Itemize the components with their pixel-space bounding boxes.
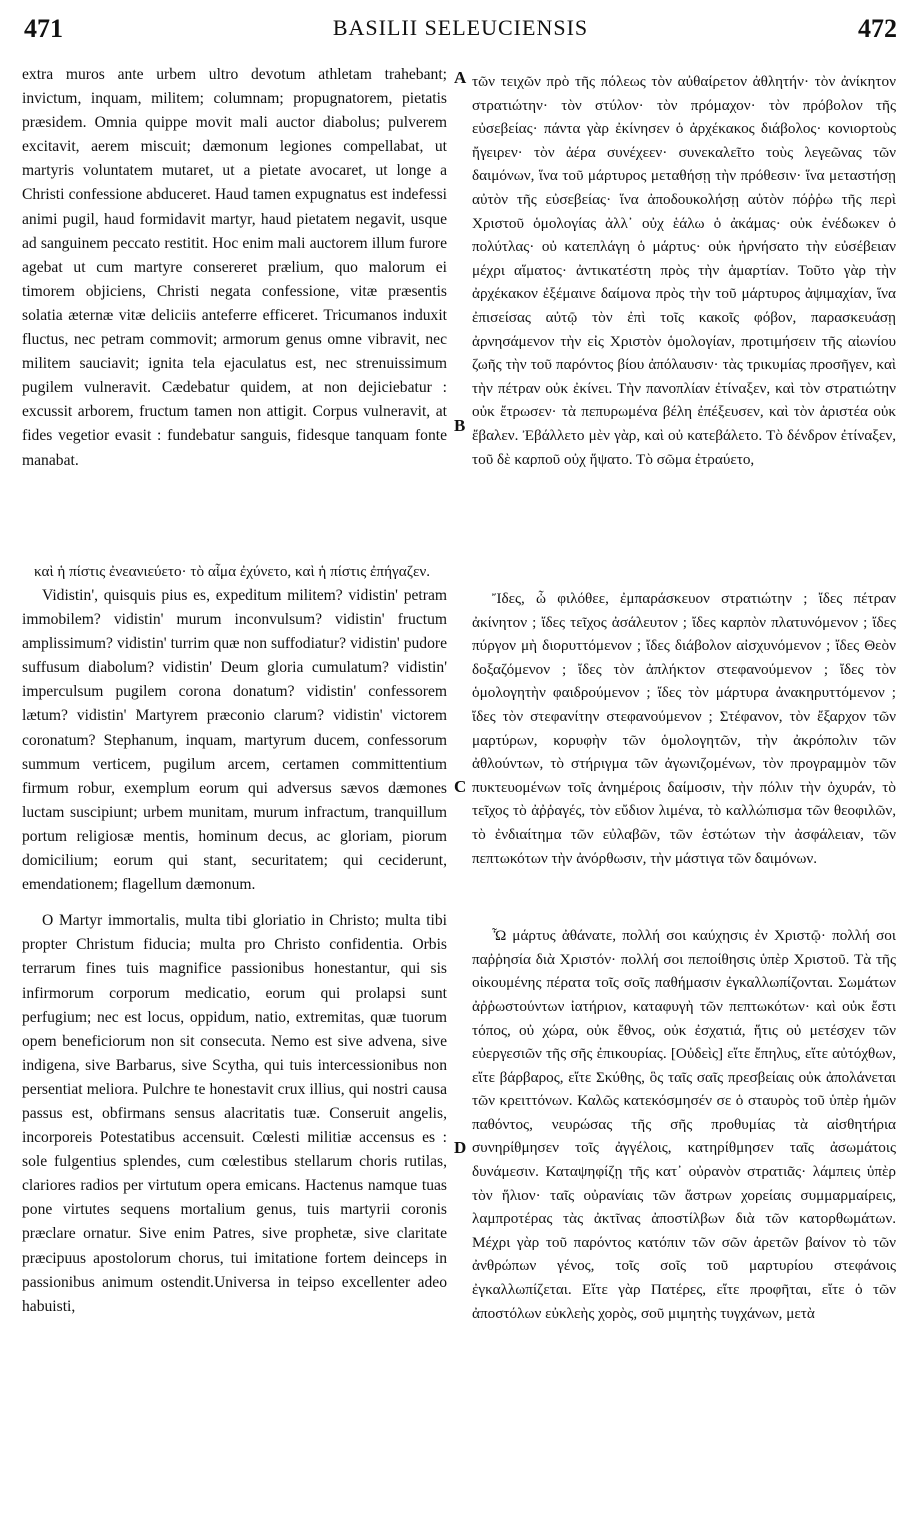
page-number-right: 472 — [858, 14, 897, 43]
latin-paragraph-top: extra muros ante urbem ultro devotum athletam trahebant; invictum, inquam, militem; columnam; propugnatorem, pietatis præsidem. Omnia quippe movit mali auctor diabolus; pulverem excitavit, aerem miscuit; dæmonum legiones compellabat, ut martyris voluntatem mutaret, ut a pietate avocaret, ut longe a Christi confessione abduceret. Haud tamen expugnatus est indefessi animi pugil, haud formidavit martyr, haud pietatem negavit, usque ad sanguinem peccato restitit. Hoc enim mali auctorem illum furore agebat ut cum martyre consereret prælium, quo malorum ei timorem objiciens, Christi negata confessione, vitæ præsentis solatia æternæ vitæ deliciis anteferre efficeret. Tricumanos induxit fluctus, nec petram commovit; armorum genus omne vibravit, nec militem sauciavit; ignita tela ejaculatus est, nec strenuissimum pugilem vulneravit. Cædebatur quidem, at non dejiciebatur : excussit arborem, fructum tamen non attigit. Corpus vulneravit, at fides vegetior evasit : fundebatur sanguis, fidesque tanquam fonte manabat. — [22, 66, 447, 469]
running-title: BASILII SELEUCIENSIS — [332, 15, 589, 40]
page-number-left: 471 — [24, 14, 63, 43]
greek-paragraph-o-martys: Ὦ μάρτυς ἀθάνατε, πολλή σοι καύχησις ἐν Χριστῷ· πολλή σοι παῤῥησία διὰ Χριστόν· πολλή σοι πεποίθησις ὑπὲρ Χριστοῦ. Τὰ τῆς οἰκουμένης πέρατα τοῖς σοῖς παθήμασιν ἐγκαλλωπίζονται. Σωμάτων ἀῤῥωστούντων ἰατήριον, καταφυγὴ τῶν πεπτωκότων· καὶ οὐκ ἔστι τόπος, οὐ χώρα, οὐκ ἔθνος, οὐκ ἐσχατιά, ἥτις οὐ μετέσχεν τῶν εὐεργεσιῶν τῆς σῆς ἐπικουρίας. [Οὐδεὶς] εἴτε ἔπηλυς, εἴτε αὐτόχθων, εἴτε βάρβαρος, εἴτε Σκύθης, ὃς ταῖς σαῖς πρεσβείαις οὐκ ἀπολάνεται τῶν κρειττόνων. Καλῶς κατεκόσμησέν σε ὁ σταυρὸς τοῦ ὑπὲρ ἡμῶν παθόντος, νευρώσας τῆς σῆς προθυμίας τὰ αἰσθητήρια συνηρίθμησεν τοῖς ἀγγέλοις, κατηρίθμησεν ταῖς ἀσωμάτοις δυνάμεσιν. Καταψηφίζῃ τῆς κατ᾽ οὐρανὸν στρατιᾶς· λάμπεις ὑπὲρ τὸν ἥλιον· ταῖς οὐρανίαις τῶν ἄστρων χορείαις συμμαρμαίρεις, λαμπροτέρας τὰς ἀκτῖνας ἀποστίλβων διὰ τῶν κατορθωμάτων. Μέχρι γὰρ τοῦ παρόντος κατόπιν τῶν σῶν ἀρετῶν βαίνον τὸ τῶν ἀνθρώπων γένος, τοῖς σοῖς τοῦ μαρτυρίου στεφάνοις ἐγκαλλωπίζεται. Εἴτε γὰρ Πατέρες, εἴτε προφῆται, εἴτε ὁ τῶν ἀποστόλων εὐκλεὴς χορὸς, σοῦ μιμητὴς τυγχάνων, μετὰ — [472, 927, 896, 1322]
latin-paragraph-vidistin: Vidistin', quisquis pius es, expeditum militem? vidistin' petram immobilem? vidistin' murum inconvulsum? vidistin' fructum amplissimum? vidistin' turrim quæ non suffodiatur? vidistin' pudore suffusum diabolum? vidistin' Deum gloria cumulatum? vidistin' imperculsum pugilem corona donatum? vidistin' confessorem lætum? vidistin' Martyrem præconio clarum? vidistin' victorem coronatum? Stephanum, inquam, martyrum ducem, confessorum summum verticem, pugilum arcem, certamen committentium firmum robur, exemplum eorum qui adversus sævos dæmones luctam suscipiunt; urbem munitam, murum infractum, tranquillum portum religiosæ mentis, hominum decus, ac gloriam, piorum domicilium; eorum qui stant, securitatem; qui ceciderunt, emendationem; flagellum dæmonum. — [22, 587, 447, 894]
greek-paragraph-top: τῶν τειχῶν πρὸ τῆς πόλεως τὸν αὐθαίρετον ἀθλητήν· τὸν ἀνίκητον στρατιώτην· τὸν στύλον· τὸν πρόμαχον· τὸν πρόβολον τῆς εὐσεβείας· πάντα γὰρ ἐκίνησεν ὁ ἀρχέκακος διάβολος· κονιορτοὺς ἤγειρεν· τὸν ἀέρα συνέχεεν· συνεκαλεῖτο τοὺς λεγεῶνας τῶν δαιμόνων, ἵνα τοῦ μάρτυρος μεταθήσῃ τὴν πρόθεσιν· ἵνα μεταστήσῃ αὐτὸν τῆς εὐσεβείας· ἵνα ἀποδουκολήσῃ αὐτὸν πόῤῥω τῆς περὶ Χριστοῦ ὁμολογίας ἀλλ᾽ οὐχ ἑάλω ὁ ἀκάμας· οὐκ ἐνέδωκεν ὁ πολύτλας· οὐ κατεπλάγη ὁ μάρτυς· οὐκ ἠρνήσατο τὴν εὐσέβειαν μέχρι αἵματος· ἀντικατέστη πρὸς τὴν ἁμαρτίαν. Τοῦτο γὰρ τὴν ἀρχέκακον ἐξέμαινε δαίμονα πρὸς τὴν τοῦ μάρτυρος ἀψιμαχίαν, ἵνα ἐπισείσας αὐτῷ τὸν ἐπὶ τοῖς κακοῖς φόβον, παρασκευάσῃ ἀρνησάμενον τὴν εἰς Χριστὸν ὁμολογίαν, προτιμήσειν τῆς αἰωνίου ζωῆς τὴν τοῦ παρόντος βίου ἀπόλαυσιν· τὰς τρικυμίας προσῆγεν, καὶ τὴν πέτραν οὐκ ἐκίνει. Τὴν πανοπλίαν ἐτίναξεν, καὶ τὸν στρατιώτην οὐκ ἔτρωσεν· τὰ πεπυρωμένα βέλη ἐπέξευσεν, καὶ τὸν ἀριστέα οὐκ ἔβαλεν. Ἐβάλλετο μὲν γὰρ, καὶ οὐ κατεβάλετο. Τὸ δένδρον ἐτίναξεν, τοῦ δὲ καρποῦ οὐχ ἥψατο. Τὸ σῶμα ἐτραύετο, — [472, 73, 896, 468]
margin-letter-a: A — [454, 68, 467, 87]
margin-letter-d: D — [454, 1138, 467, 1157]
latin-paragraph-o-martyr: O Martyr immortalis, multa tibi gloriatio in Christo; multa tibi propter Christum fiducia; multa pro Christo confidentia. Orbis terrarum fines tuis magnifice passionibus honestantur, qui sis infirmorum corporum medicatio, eorum qui prolapsi sunt perfugium; nec est locus, oppidum, natio, extremitas, quæ tuorum opem beneficiorum non sit consecuta. Nemo est sive advena, sive indigena, sive Barbarus, sive Scytha, qui tuis intercessionibus non persentiat meliora. Pulchre te honestavit crux illius, qui nostri causa passus est, obfirmans sensus alacritatis tuæ. Conseruit angelis, incorporeis Potestatibus accensuit. Cœlesti militiæ accensus es : sole fulgentius splendes, cum cœlestibus stellarum choris rutilas, clariores radios per virtutum opera emicans. Hactenus namque tuas pone virtutes sequens mortalium genus, tuis martyrii coronis præclare ornatur. Sive enim Patres, sive prophetæ, sive claritate præcipuus apostolorum chorus, tui imitatione fortem deinceps in passionibus animum ostendit.Universa in teipso excellenter adeo habuisti, — [22, 912, 447, 1315]
latin-column-top — [22, 63, 447, 473]
greek-column-top — [472, 70, 896, 471]
greek-column-bottom — [472, 587, 896, 1325]
margin-letter-c: C — [454, 777, 467, 796]
running-header — [24, 10, 897, 50]
greek-spanning-line: καὶ ἡ πίστις ἐνεανιεύετο· τὸ αἷμα ἐχύνετο, καὶ ἡ πίστις ἐπήγαζεν. — [34, 563, 431, 580]
greek-paragraph-ides: Ἴδες, ὦ φιλόθεε, ἐμπαράσκευον στρατιώτην ; ἴδες πέτραν ἀκίνητον ; ἴδες τεῖχος ἀσάλευτον ; ἴδες καρπὸν πλατυνόμενον ; ἴδες πύργον μὴ διορυττόμενον ; ἴδες διάβολον αἰσχυνόμενον ; ἴδες Θεὸν δοξαζόμενον ; ἴδες τὸν ἀπλήκτον στεφανούμενον ; ἴδες τὸν ὁμολογητὴν φαιδρούμενον ; ἴδες τὸν μάρτυρα ἀνακηρυττόμενον ; ἴδες τὸν στεφανίτην στεφανούμενον ; Στέφανον, τὸν ἔξαρχον τῶν μαρτύρων, κορυφὴν τῶν ὁμολογητῶν, τὴν ἀκρόπολιν τῶν ἀθλούντων, τὸ στήριγμα τῶν ἀγωνιζομένων, τὸν προγραμμὸν τῶν πυκτευομένων τοῖς ἀνημέροις δαίμοσιν, τὴν πόλιν τὴν ὀχυράν, τὸ τεῖχος τὸ ἀῤῥαγές, τὸν εὔδιον λιμένα, τὸ καλλώπισμα τῶν θεοφιλῶν, τὸ ἐνδιαίτημα τῶν εὐλαβῶν, τῶν ἑστώτων τὴν ἀσφάλειαν, τῶν πεπτωκότων τὴν ἀνόρθωσιν, τὴν μάστιγα τῶν δαιμόνων. — [472, 590, 896, 867]
margin-letter-b: B — [454, 416, 466, 435]
latin-column-bottom — [22, 584, 447, 1319]
